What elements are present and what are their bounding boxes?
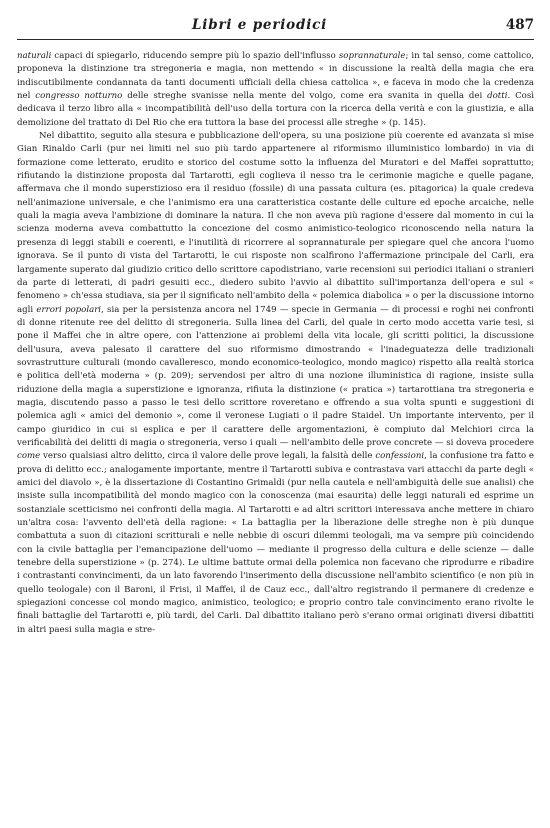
p1-run-5: delle streghe svanisse nella mente del volgo, come era svanita in quella dei [122, 91, 488, 102]
p1-run-6: dotti [487, 91, 508, 102]
p2-run-0: Nel dibattito, seguito alla stesura e pubblicazione dell'opera, su una posizione più coerente ed avanzata si mise Gian Rinaldo Carli (pur nei limiti nel suo più tardo appartenere al riformismo illuministico lombardo) in via di formazione come letterato, erudito e storico del costume sotto la influenza del Muratori e del Maffei soprattutto; rifiutando la distinzione proposta dal Tartarotti, egli coglieva il nesso tra le cerimonie magiche e quelle pagane, affermava che il mondo superstizioso era il residuo (fossile) di una passata cultura (es. pitagorica) la quale credeva nell'animazione universale, e che l'animismo era una caratteristica costante delle culture ed epoche arcaiche, nelle quali la magia aveva l'ambizione di dominare la natura. Il che non aveva più ragione d'essere dal momento in cui la scienza moderna aveva combattutto la concezione del cosmo animistico-teologico riconoscendo nella natura la presenza di leggi stabili e coerenti, e l'inutilità di ricorrere al soprannaturale per spiegare quel che ancora l'uomo ignorava. Se il punto di vista del Tartarotti, le cui risposte non scalfirono l'affermazione principale del Carli, era largamente superato dal giudizio critico dello scrittore capodistriano, varie recensioni sui periodici italiani o stranieri da parte di letterati, di padri gesuiti ecc., diedero subito l'avvio al dibattito sull'importanza dell'opera e sul « fenomeno » ch'essa studiava, sia per il significato nell'ambito della « polemica diabolica » o per la discussione intorno agli [17, 131, 534, 315]
page-header [17, 17, 534, 40]
p1-run-2: soprannaturale [338, 51, 406, 61]
p2-run-1: errori popolari [36, 304, 102, 315]
p2-run-3: come [17, 451, 41, 462]
p2-run-4: verso qualsiasi altro delitto, circa il valore delle prove legali, la falsità delle [40, 451, 376, 462]
p1-run-0: naturali [17, 51, 52, 61]
paragraph-1 [17, 50, 534, 130]
running-head: Libri e periodici [192, 17, 328, 33]
p1-run-1: capaci di spiegarlo, riducendo sempre più lo spazio dell'influsso [51, 51, 339, 61]
body-text [17, 50, 534, 637]
p2-run-2: , sia per la persistenza ancora nel 1749 — specie in Germania — di processi e roghi nei confronti di donne ritenute ree del delitto di stregoneria. Sulla linea del Carli, del quale in certo modo accetta varie tesi, si pone il Maffei che in altre opere, con l'attenzione ai problemi della vita locale, gli scritti politici, la discussione dell'usura, aveva palesato il carattere del suo riformismo dimostrando « l'inadeguatezza delle tradizionali sovrastrutture culturali (mondo cavalleresco, mondo economico-teologico, mondo magico) rispetto alla realtà storica e politica dell'età moderna » (p. 209); servendosi per altro di una nozione illuministica di ragione, insiste sulla riduzione della magia a superstizione e ignoranza, rifiuta la distinzione (« pratica ») tartarottiana tra stregoneria e magia, discutendo passo a passo le tesi dello scrittore roveretano e offrendo a sua volta spunti e suggestioni di polemica agli « amici del demonio », come il veronese Lugiati o il padre Staidel. Un importante intervento, per il campo giuridico in cui si esplica e per il carattere delle argomentazioni, è compiuto dal Melchiori circa la verificabilità dei delitti di magia o stregoneria, verso i quali — nell'ambito delle prove concrete — si doveva procedere [17, 304, 534, 448]
p1-run-3: ; in tal senso, come cattolico, proponeva la distinzione tra stregoneria e magia, non mettendo « in discussione la realtà della magia che era indiscutibilmente condannata da tanti documenti ufficiali della chiesa cattolica », e faceva in modo che la credenza nel [17, 51, 534, 102]
p2-run-5: confessioni [375, 451, 425, 462]
p2-run-6: , la confusione tra fatto e prova di delitto ecc.; analogamente importante, mentre il Tartarotti subiva e contrastava vari attacchi da parte degli « amici del diavolo », è la dissertazione di Costantino Grimaldi (pur nella cautela e nell'ambiguità delle sue analisi) che insiste sulla incompatibilità del mondo magico con la conoscenza (mai esaurita) delle leggi naturali ed esprime un sostanziale scetticismo nei confronti della magia. Al Tartarotti e ad altri scrittori interessava anche mettere in chiaro un'altra cosa: l'avvento dell'età della ragione: « La battaglia per la liberazione delle streghe non è più dunque combattuta a suon di citazioni scritturali e nelle nebbie di oscuri dilemmi teologali, ma va sempre più coincidendo con la civile battaglia per l'emancipazione dell'uomo — mediante il progresso della cultura e delle scienze — dalle tenebre della superstizione » (p. 274). Le ultime battute ormai della polemica non facevano che riprodurre e ribadire i contrastanti convincimenti, da un lato favorendo l'inserimento della discussione nell'ambito scientifico (e non più in quello teologale) con il Baroni, il Frisi, il Maffei, il de Cauz ecc., dall'altro registrando il permanere di credenze e spiegazioni concesse col mondo magico, animistico, teologico; e proprio contro tale convincimento erano rivolte le finali battaglie del Tartarotti e, più tardi, del Carli. Dal dibattito italiano però s'erano ormai originati diversi dibattiti in altri paesi sulla magia e stre- [17, 451, 535, 635]
p1-run-7: . Così dedicava il terzo libro alla « incompatibilità dell'uso della tortura con la ricerca della verità e con la giustizia, e alla demolizione del trattato di Del Rio che era tuttora la base dei processi alle streghe » (p. 145). [17, 91, 534, 128]
page-number: 487 [505, 17, 534, 33]
p1-run-4: congresso notturno [35, 91, 123, 102]
paragraph-2 [17, 130, 534, 637]
